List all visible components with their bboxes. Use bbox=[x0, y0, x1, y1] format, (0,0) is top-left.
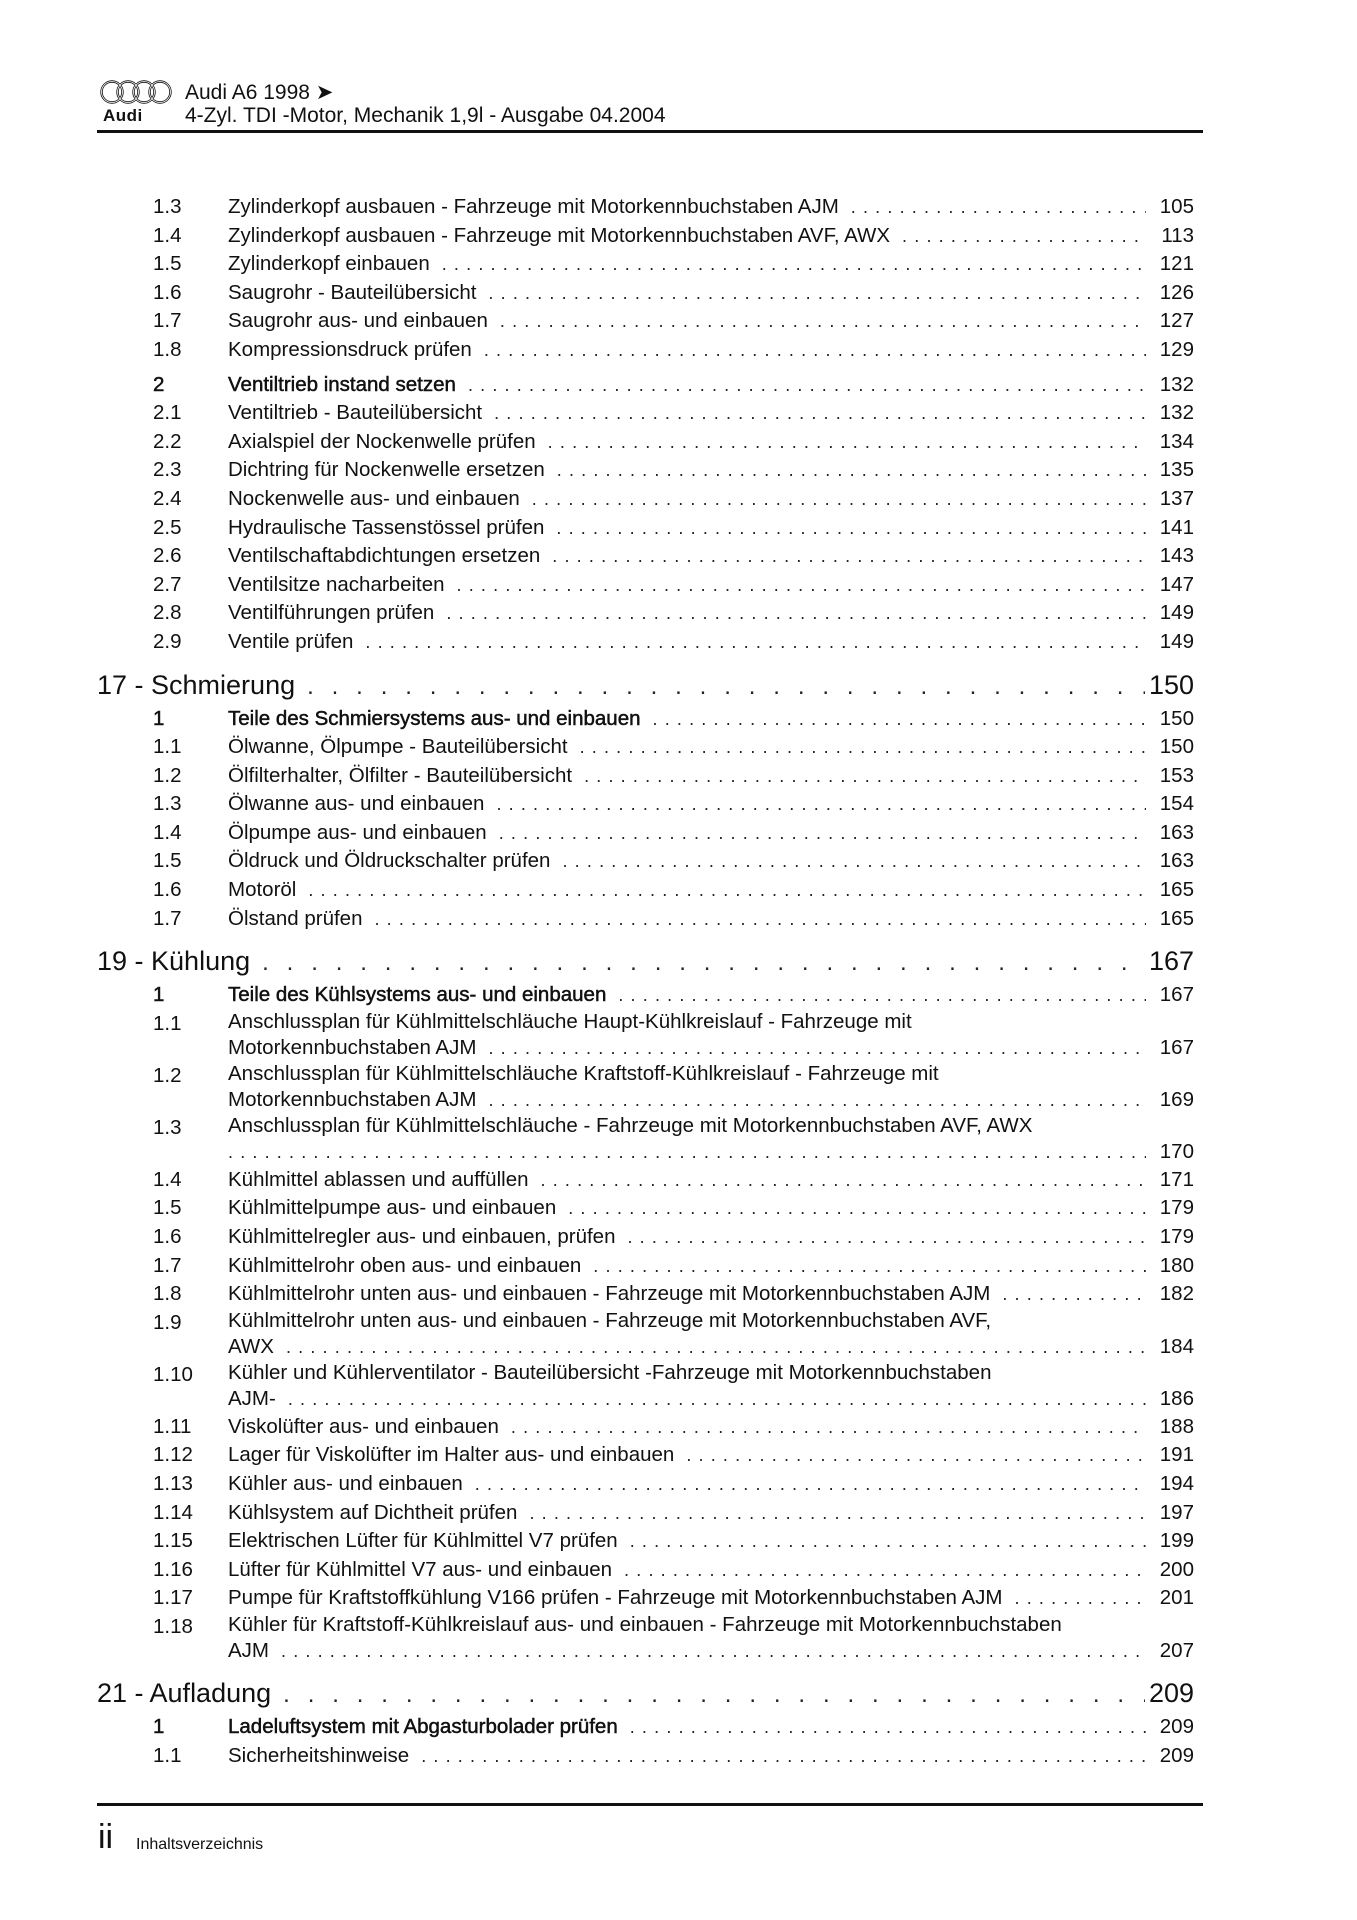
entry-title: Kühlmittel ablassen und auffüllen bbox=[228, 1167, 529, 1191]
toc-entry[interactable] bbox=[97, 1309, 1194, 1361]
entry-title: Hydraulische Tassenstössel prüfen bbox=[228, 515, 545, 539]
entry-number: 2.9 bbox=[153, 629, 182, 653]
entry-title: Ventilführungen prüfen bbox=[228, 601, 435, 625]
entry-title: Anschlussplan für Kühlmittelschläuche Kraftstoff-Kühlkreislauf - Fahrzeuge mit bbox=[228, 1061, 939, 1085]
toc-entry[interactable] bbox=[97, 733, 1194, 762]
dot-leader bbox=[488, 1034, 1146, 1062]
dot-leader bbox=[541, 1166, 1147, 1195]
entry-title-continued: Motorkennbuchstaben AJM bbox=[228, 1035, 477, 1059]
toc-entry[interactable] bbox=[97, 599, 1194, 628]
toc-entry[interactable] bbox=[97, 1280, 1194, 1309]
toc-entry[interactable] bbox=[97, 1470, 1194, 1499]
toc-entry[interactable] bbox=[97, 1252, 1194, 1281]
entry-number: 1.4 bbox=[153, 1167, 182, 1191]
toc-entry[interactable] bbox=[97, 1166, 1194, 1195]
entry-page: 113 bbox=[1161, 223, 1194, 247]
entry-page: 165 bbox=[1159, 906, 1194, 930]
entry-number: 1.5 bbox=[153, 252, 182, 276]
entry-number: 1.1 bbox=[153, 735, 182, 759]
toc-entry[interactable] bbox=[97, 1413, 1194, 1442]
entry-title-continued: AJM- bbox=[228, 1386, 276, 1410]
entry-number: 1.2 bbox=[153, 1063, 182, 1087]
chapter-page: 150 bbox=[1148, 669, 1194, 700]
entry-title: Kühlmittelregler aus- und einbauen, prüfen bbox=[228, 1225, 616, 1249]
entry-page: 167 bbox=[1159, 1035, 1194, 1059]
toc-entry[interactable] bbox=[97, 250, 1194, 279]
entry-title: Viskolüfter aus- und einbauen bbox=[228, 1414, 499, 1438]
entry-page: 180 bbox=[1159, 1253, 1194, 1277]
entry-title: Öldruck und Öldruckschalter prüfen bbox=[228, 849, 551, 873]
toc-entry[interactable] bbox=[97, 514, 1194, 543]
toc-entry[interactable] bbox=[97, 1361, 1194, 1413]
entry-number: 1.10 bbox=[153, 1362, 193, 1386]
dot-leader bbox=[630, 1713, 1146, 1742]
entry-page: 126 bbox=[1159, 280, 1194, 304]
dot-leader bbox=[286, 1333, 1146, 1361]
entry-number: 1.14 bbox=[153, 1500, 193, 1524]
entry-number: 2.7 bbox=[153, 572, 182, 596]
dot-leader bbox=[584, 762, 1146, 791]
dot-leader bbox=[488, 1086, 1146, 1114]
dot-leader bbox=[532, 485, 1146, 514]
entry-title: Kühlmittelpumpe aus- und einbauen bbox=[228, 1196, 557, 1220]
entry-title: Sicherheitshinweise bbox=[228, 1743, 410, 1767]
header-divider bbox=[97, 130, 1203, 133]
toc-entry[interactable] bbox=[97, 456, 1194, 485]
entry-title: Zylinderkopf einbauen bbox=[228, 252, 430, 276]
dot-leader bbox=[365, 628, 1146, 657]
entry-number: 1.11 bbox=[153, 1414, 192, 1438]
entry-page: 127 bbox=[1159, 309, 1194, 333]
chapter-page: 209 bbox=[1148, 1677, 1194, 1708]
entry-page: 197 bbox=[1159, 1500, 1194, 1524]
dot-leader bbox=[1002, 1280, 1146, 1309]
dot-leader bbox=[902, 222, 1146, 251]
toc-entry[interactable] bbox=[97, 762, 1194, 791]
entry-title-continued: Motorkennbuchstaben AJM bbox=[228, 1087, 477, 1111]
entry-page: 182 bbox=[1159, 1282, 1194, 1306]
dot-leader bbox=[446, 599, 1146, 628]
toc-entry[interactable] bbox=[97, 1114, 1194, 1166]
entry-title: Ventilsitze nacharbeiten bbox=[228, 572, 445, 596]
entry-page: 147 bbox=[1159, 572, 1194, 596]
entry-number: 1.7 bbox=[153, 309, 182, 333]
toc-chapter-21[interactable] bbox=[97, 1675, 1194, 1711]
audi-rings-logo-icon bbox=[100, 79, 172, 105]
chapter-title: 19 - Kühlung bbox=[97, 946, 251, 977]
toc-entry[interactable] bbox=[97, 1194, 1194, 1223]
entry-number: 1.6 bbox=[153, 878, 182, 902]
dot-leader bbox=[562, 847, 1146, 876]
entry-page: 143 bbox=[1159, 544, 1194, 568]
entry-page: 135 bbox=[1159, 458, 1194, 482]
toc-entry[interactable] bbox=[97, 905, 1194, 934]
entry-title: Lager für Viskolüfter im Halter aus- und einbauen bbox=[228, 1443, 675, 1467]
dot-leader bbox=[494, 399, 1146, 428]
entry-number: 2.2 bbox=[153, 429, 182, 453]
entry-title: Axialspiel der Nockenwelle prüfen bbox=[228, 429, 536, 453]
entry-number: 1.4 bbox=[153, 820, 182, 844]
dot-leader bbox=[630, 1527, 1146, 1556]
dot-leader bbox=[686, 1441, 1146, 1470]
entry-page: 191 bbox=[1159, 1443, 1194, 1467]
document-subtitle: 4-Zyl. TDI -Motor, Mechanik 1,9l - Ausgabe 04.2004 bbox=[185, 104, 666, 127]
audi-wordmark: Audi bbox=[103, 106, 143, 125]
toc-entry[interactable] bbox=[97, 790, 1194, 819]
dot-leader bbox=[499, 819, 1146, 848]
entry-page: 149 bbox=[1159, 629, 1194, 653]
entry-title: Ventilschaftabdichtungen ersetzen bbox=[228, 544, 541, 568]
section-title: Ladeluftsystem mit Abgasturbolader prüfen bbox=[228, 1714, 618, 1738]
toc-section-entry[interactable] bbox=[97, 371, 1194, 400]
dot-leader bbox=[496, 790, 1146, 819]
dot-leader bbox=[556, 514, 1146, 543]
entry-title: Kühlmittelrohr unten aus- und einbauen - Fahrzeuge mit Motorkennbuchstaben AJM bbox=[228, 1282, 991, 1306]
entry-title: Saugrohr aus- und einbauen bbox=[228, 309, 488, 333]
entry-number: 1.12 bbox=[153, 1443, 193, 1467]
entry-number: 1.5 bbox=[153, 849, 182, 873]
toc-entry[interactable] bbox=[97, 628, 1194, 657]
entry-number: 1.1 bbox=[153, 1743, 182, 1767]
page-header bbox=[97, 76, 1203, 132]
entry-page: 209 bbox=[1159, 1743, 1194, 1767]
entry-page: 149 bbox=[1159, 601, 1194, 625]
entry-page: 121 bbox=[1159, 252, 1194, 276]
entry-number: 1.5 bbox=[153, 1196, 182, 1220]
toc-chapter-17[interactable] bbox=[97, 667, 1194, 703]
dot-leader bbox=[593, 1252, 1146, 1281]
entry-number: 1.15 bbox=[153, 1529, 193, 1553]
table-of-contents bbox=[97, 193, 1194, 1770]
toc-chapter-19[interactable] bbox=[97, 943, 1194, 979]
entry-number: 1.6 bbox=[153, 1225, 182, 1249]
toc-entry[interactable] bbox=[97, 428, 1194, 457]
toc-entry[interactable] bbox=[97, 1010, 1194, 1062]
entry-page: 200 bbox=[1159, 1557, 1194, 1581]
entry-number: 1.2 bbox=[153, 763, 182, 787]
section-page: 150 bbox=[1159, 706, 1194, 730]
dot-leader bbox=[421, 1742, 1146, 1771]
entry-title: Elektrischen Lüfter für Kühlmittel V7 prüfen bbox=[228, 1529, 618, 1553]
toc-section-entry[interactable] bbox=[97, 1713, 1194, 1742]
footer-section-label: Inhaltsverzeichnis bbox=[136, 1836, 264, 1853]
toc-entry[interactable] bbox=[97, 279, 1194, 308]
entry-page: 165 bbox=[1159, 878, 1194, 902]
entry-title: Nockenwelle aus- und einbauen bbox=[228, 486, 520, 510]
dot-leader bbox=[475, 1470, 1146, 1499]
entry-number: 1.9 bbox=[153, 1310, 182, 1334]
entry-number: 2.8 bbox=[153, 601, 182, 625]
dot-leader bbox=[624, 1556, 1146, 1585]
dot-leader bbox=[488, 279, 1146, 308]
entry-number: 1.3 bbox=[153, 195, 182, 218]
entry-number: 2.4 bbox=[153, 486, 182, 510]
dot-leader bbox=[552, 542, 1146, 571]
section-number: 1 bbox=[153, 1714, 165, 1738]
toc-entry[interactable] bbox=[97, 1527, 1194, 1556]
entry-page: 179 bbox=[1159, 1196, 1194, 1220]
entry-title: Kühlsystem auf Dichtheit prüfen bbox=[228, 1500, 518, 1524]
entry-page: 188 bbox=[1159, 1414, 1194, 1438]
entry-page: 194 bbox=[1159, 1472, 1194, 1495]
dot-leader bbox=[500, 307, 1146, 336]
dot-leader bbox=[627, 1223, 1146, 1252]
entry-title: Ventile prüfen bbox=[228, 629, 354, 653]
toc-entry[interactable] bbox=[97, 819, 1194, 848]
section-title: Ventiltrieb instand setzen bbox=[228, 372, 456, 396]
toc-entry[interactable] bbox=[97, 571, 1194, 600]
entry-number: 1.3 bbox=[153, 792, 182, 816]
entry-title: Zylinderkopf ausbauen - Fahrzeuge mit Motorkennbuchstaben AJM bbox=[228, 195, 839, 218]
dot-leader bbox=[618, 981, 1146, 1010]
entry-number: 1.6 bbox=[153, 280, 182, 304]
toc-entry[interactable] bbox=[97, 847, 1194, 876]
entry-number: 1.1 bbox=[153, 1011, 182, 1035]
dot-leader bbox=[262, 945, 1145, 981]
dot-leader bbox=[283, 1677, 1145, 1713]
entry-title: Saugrohr - Bauteilübersicht bbox=[228, 280, 477, 304]
toc-entry[interactable] bbox=[97, 399, 1194, 428]
section-page: 167 bbox=[1159, 983, 1194, 1007]
entry-page: 207 bbox=[1159, 1638, 1194, 1662]
toc-entry[interactable] bbox=[97, 222, 1194, 251]
entry-number: 1.7 bbox=[153, 1253, 182, 1277]
entry-page: 141 bbox=[1159, 515, 1194, 539]
toc-section-entry[interactable] bbox=[97, 705, 1194, 734]
toc-entry[interactable] bbox=[97, 1441, 1194, 1470]
chapter-title: 17 - Schmierung bbox=[97, 669, 296, 700]
entry-title: Kühlmittelrohr unten aus- und einbauen - Fahrzeuge mit Motorkennbuchstaben AVF, bbox=[228, 1308, 992, 1332]
dot-leader bbox=[468, 371, 1146, 400]
chapter-page: 167 bbox=[1148, 946, 1194, 977]
toc-entry[interactable] bbox=[97, 1223, 1194, 1252]
entry-page: 129 bbox=[1159, 337, 1194, 361]
section-number: 2 bbox=[153, 372, 165, 396]
dot-leader bbox=[374, 905, 1146, 934]
entry-page: 132 bbox=[1159, 401, 1194, 425]
dot-leader bbox=[484, 336, 1146, 365]
dot-leader bbox=[653, 705, 1147, 734]
entry-page: 186 bbox=[1159, 1386, 1194, 1410]
toc-entry[interactable] bbox=[97, 307, 1194, 336]
dot-leader bbox=[1015, 1584, 1147, 1613]
toc-entry[interactable] bbox=[97, 1556, 1194, 1585]
entry-title: Lüfter für Kühlmittel V7 aus- und einbauen bbox=[228, 1557, 613, 1581]
entry-number: 1.7 bbox=[153, 906, 182, 930]
entry-title: Kühler für Kraftstoff-Kühlkreislauf aus- und einbauen - Fahrzeuge mit Motorkennbuchstaben bbox=[228, 1612, 1062, 1636]
section-page: 209 bbox=[1159, 1714, 1194, 1738]
entry-page: 154 bbox=[1159, 792, 1194, 816]
entry-page: 153 bbox=[1159, 763, 1194, 787]
toc-entry[interactable] bbox=[97, 1742, 1194, 1771]
dot-leader bbox=[851, 193, 1146, 222]
entry-page: 150 bbox=[1159, 735, 1194, 759]
section-page: 132 bbox=[1159, 372, 1194, 396]
entry-title: Kühler und Kühlerventilator - Bauteilübersicht -Fahrzeuge mit Motorkennbuchstaben bbox=[228, 1360, 992, 1384]
entry-page: 171 bbox=[1159, 1167, 1194, 1191]
entry-title: Kühler aus- und einbauen bbox=[228, 1472, 463, 1495]
dot-leader bbox=[288, 1385, 1146, 1413]
document-title: Audi A6 1998 ➤ bbox=[185, 81, 334, 104]
toc-entry[interactable] bbox=[97, 1584, 1194, 1613]
toc-entry[interactable] bbox=[97, 1062, 1194, 1114]
entry-title: Motoröl bbox=[228, 878, 297, 902]
entry-title: Ölpumpe aus- und einbauen bbox=[228, 820, 487, 844]
entry-title: Anschlussplan für Kühlmittelschläuche Haupt-Kühlkreislauf - Fahrzeuge mit bbox=[228, 1009, 912, 1033]
entry-title: Ölwanne aus- und einbauen bbox=[228, 792, 485, 816]
dot-leader bbox=[442, 250, 1146, 279]
entry-page: 169 bbox=[1159, 1087, 1194, 1111]
dot-leader bbox=[228, 1138, 1146, 1166]
section-number: 1 bbox=[153, 983, 165, 1007]
footer-divider bbox=[97, 1803, 1203, 1806]
dot-leader bbox=[580, 733, 1146, 762]
toc-entry[interactable] bbox=[97, 1499, 1194, 1528]
entry-number: 1.8 bbox=[153, 1282, 182, 1306]
section-title: Teile des Schmiersystems aus- und einbauen bbox=[228, 706, 641, 730]
entry-title: Pumpe für Kraftstoffkühlung V166 prüfen - Fahrzeuge mit Motorkennbuchstaben AJM bbox=[228, 1586, 1003, 1610]
entry-title: Kompressionsdruck prüfen bbox=[228, 337, 472, 361]
toc-entry[interactable] bbox=[97, 876, 1194, 905]
entry-number: 2.1 bbox=[153, 401, 182, 425]
entry-title: Zylinderkopf ausbauen - Fahrzeuge mit Motorkennbuchstaben AVF, AWX bbox=[228, 223, 891, 247]
entry-title-continued: AJM bbox=[228, 1638, 269, 1662]
entry-title: Ölwanne, Ölpumpe - Bauteilübersicht bbox=[228, 735, 568, 759]
entry-page: 105 bbox=[1159, 195, 1194, 218]
entry-number: 1.17 bbox=[153, 1586, 193, 1610]
dot-leader bbox=[529, 1499, 1146, 1528]
entry-page: 201 bbox=[1159, 1586, 1194, 1610]
entry-title: Dichtring für Nockenwelle ersetzen bbox=[228, 458, 545, 482]
entry-title: Ölfilterhalter, Ölfilter - Bauteilübersicht bbox=[228, 763, 573, 787]
entry-number: 1.18 bbox=[153, 1614, 193, 1638]
entry-page: 163 bbox=[1159, 849, 1194, 873]
section-title: Teile des Kühlsystems aus- und einbauen bbox=[228, 983, 607, 1007]
entry-number: 1.13 bbox=[153, 1472, 193, 1495]
entry-number: 2.5 bbox=[153, 515, 182, 539]
entry-title-continued: AWX bbox=[228, 1334, 274, 1358]
entry-number: 1.4 bbox=[153, 223, 182, 247]
toc-entry[interactable] bbox=[97, 193, 1194, 222]
entry-page: 170 bbox=[1159, 1139, 1194, 1163]
dot-leader bbox=[568, 1194, 1146, 1223]
entry-number: 2.6 bbox=[153, 544, 182, 568]
dot-leader bbox=[511, 1413, 1146, 1442]
dot-leader bbox=[281, 1637, 1146, 1665]
entry-number: 2.3 bbox=[153, 458, 182, 482]
entry-page: 184 bbox=[1159, 1334, 1194, 1358]
chapter-title: 21 - Aufladung bbox=[97, 1677, 272, 1708]
entry-title: Kühlmittelrohr oben aus- und einbauen bbox=[228, 1253, 582, 1277]
section-number: 1 bbox=[153, 706, 165, 730]
dot-leader bbox=[308, 876, 1146, 905]
entry-number: 1.8 bbox=[153, 337, 182, 361]
entry-number: 1.3 bbox=[153, 1115, 182, 1139]
dot-leader bbox=[548, 428, 1146, 457]
entry-page: 137 bbox=[1159, 486, 1194, 510]
entry-title: Ölstand prüfen bbox=[228, 906, 363, 930]
toc-section-entry[interactable] bbox=[97, 981, 1194, 1010]
toc-entry[interactable] bbox=[97, 485, 1194, 514]
entry-page: 163 bbox=[1159, 820, 1194, 844]
footer-page-number: ii bbox=[98, 1818, 114, 1856]
entry-number: 1.16 bbox=[153, 1557, 193, 1581]
toc-entry[interactable] bbox=[97, 336, 1194, 365]
entry-title: Anschlussplan für Kühlmittelschläuche - Fahrzeuge mit Motorkennbuchstaben AVF, AWX bbox=[228, 1113, 1033, 1137]
dot-leader bbox=[557, 456, 1146, 485]
entry-title: Ventiltrieb - Bauteilübersicht bbox=[228, 401, 483, 425]
dot-leader bbox=[457, 571, 1146, 600]
entry-page: 199 bbox=[1159, 1529, 1194, 1553]
entry-page: 134 bbox=[1159, 429, 1194, 453]
toc-entry[interactable] bbox=[97, 542, 1194, 571]
dot-leader bbox=[307, 669, 1145, 705]
entry-page: 179 bbox=[1159, 1225, 1194, 1249]
toc-entry[interactable] bbox=[97, 1613, 1194, 1665]
